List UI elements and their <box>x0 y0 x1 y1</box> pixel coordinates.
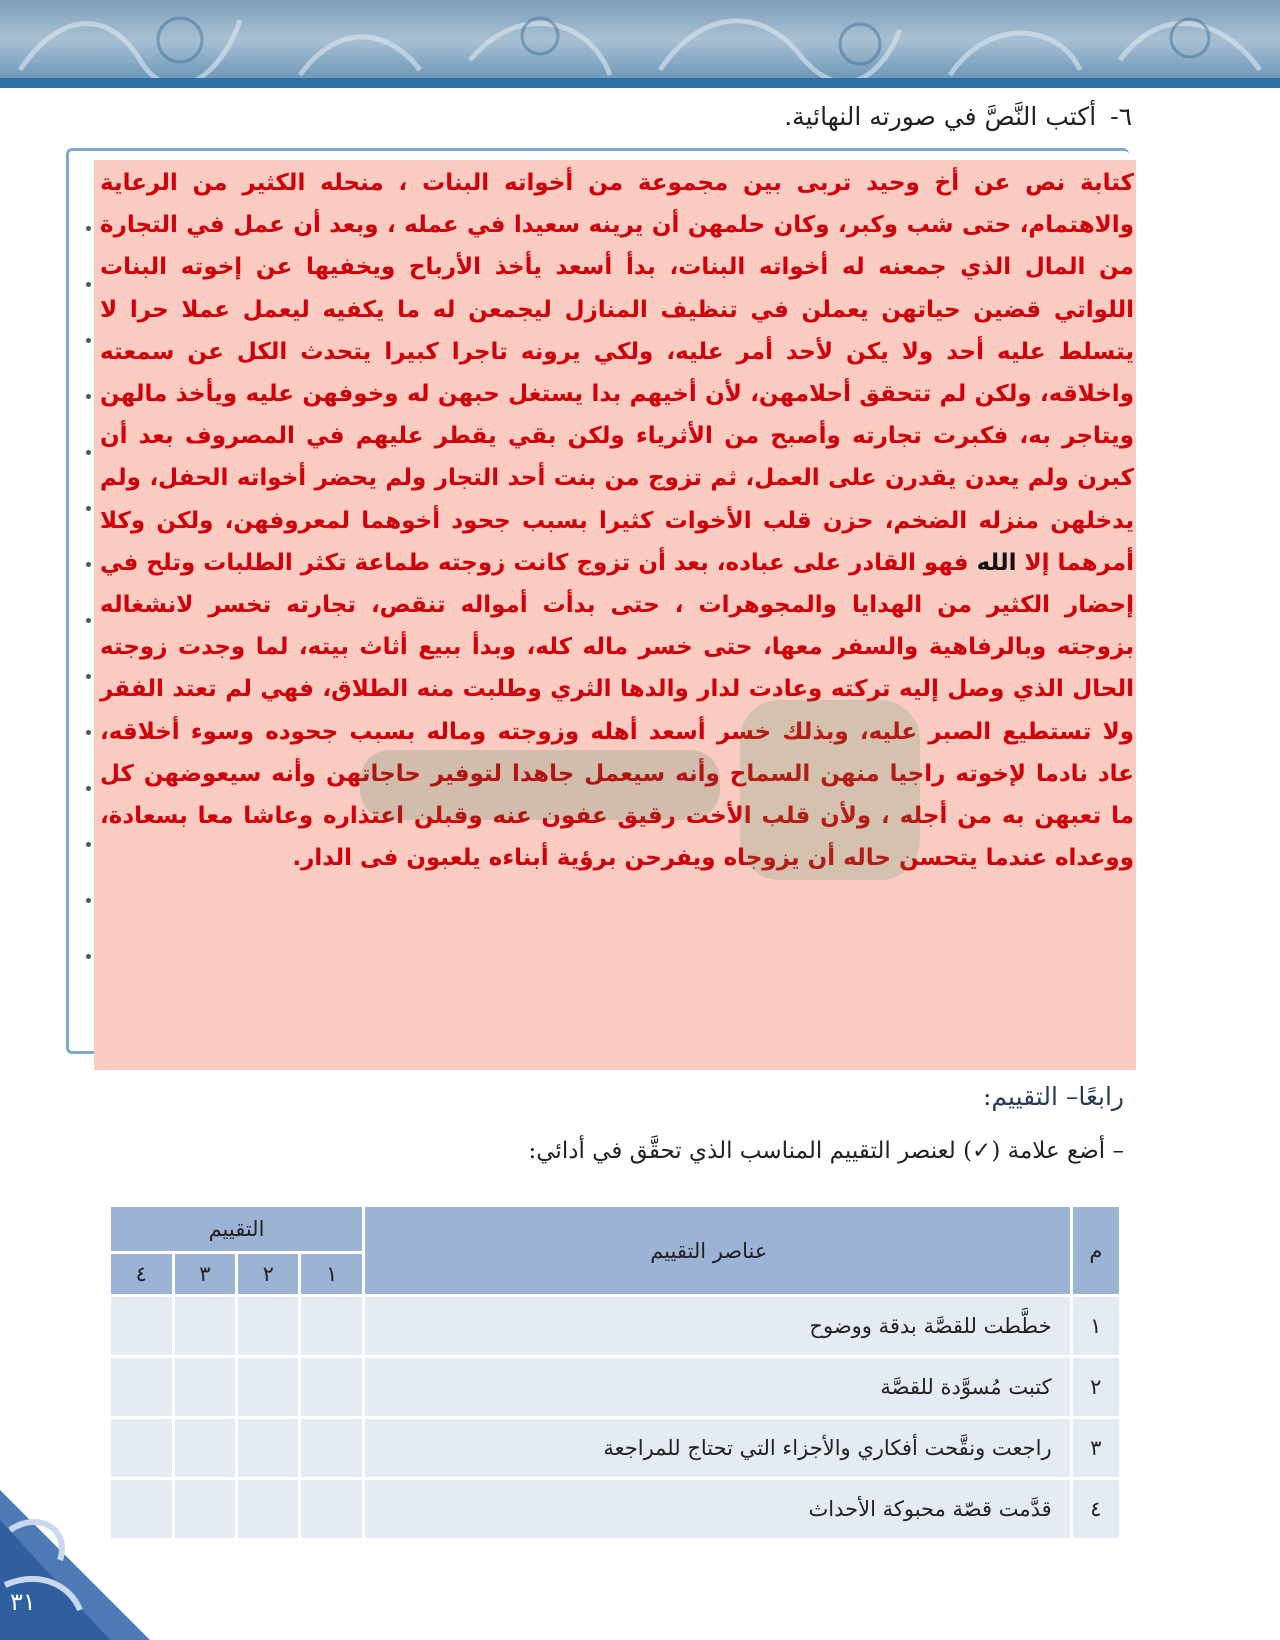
header-score-2: ٢ <box>238 1254 298 1294</box>
answer-allah-word: الله <box>976 549 1017 576</box>
row-number: ٢ <box>1073 1358 1119 1416</box>
header-stripe <box>0 78 1280 88</box>
score-cell[interactable] <box>111 1297 172 1355</box>
score-cell[interactable] <box>238 1480 298 1538</box>
score-cell[interactable] <box>238 1297 298 1355</box>
question-heading <box>784 102 1132 131</box>
header-score-4: ٤ <box>111 1254 172 1294</box>
row-number: ٣ <box>1073 1419 1119 1477</box>
answer-paragraph <box>100 162 1134 879</box>
score-cell[interactable] <box>301 1297 361 1355</box>
header-score-1: ١ <box>301 1254 361 1294</box>
header-evaluation: التقييم <box>111 1207 362 1251</box>
row-item: راجعت ونقَّحت أفكاري والأجزاء التي تحتاج للمراجعة <box>365 1419 1070 1477</box>
score-cell[interactable] <box>175 1419 235 1477</box>
score-cell[interactable] <box>175 1480 235 1538</box>
score-cell[interactable] <box>111 1358 172 1416</box>
evaluation-table <box>108 1204 1122 1541</box>
page-number: ٣١ <box>10 1588 36 1616</box>
corner-decoration <box>0 1490 160 1640</box>
row-item: خطَّطت للقصَّة بدقة ووضوح <box>365 1297 1070 1355</box>
table-row <box>111 1297 1119 1355</box>
score-cell[interactable] <box>175 1297 235 1355</box>
header-decoration <box>0 0 1280 88</box>
header-m: م <box>1073 1207 1119 1294</box>
instruction-text: – أضع علامة (✓) لعنصر التقييم المناسب الذي تحقَّق في أدائي: <box>528 1138 1124 1164</box>
score-cell[interactable] <box>301 1480 361 1538</box>
header-items: عناصر التقييم <box>365 1207 1070 1294</box>
table-row <box>111 1419 1119 1477</box>
question-text: أكتب النَّصَّ في صورته النهائية. <box>784 102 1097 131</box>
calligraphy-pattern <box>0 0 1280 88</box>
row-item: قدَّمت قصّة محبوكة الأحداث <box>365 1480 1070 1538</box>
score-cell[interactable] <box>238 1419 298 1477</box>
score-cell[interactable] <box>301 1419 361 1477</box>
question-number: ٦- <box>1110 102 1132 131</box>
table-row <box>111 1358 1119 1416</box>
table-row <box>111 1480 1119 1538</box>
score-cell[interactable] <box>175 1358 235 1416</box>
answer-text-part1: كتابة نص عن أخ وحيد تربى بين مجموعة من أخواته البنات ، منحله الكثير من الرعاية والاهتمام، حتى شب وكبر، وكان حلمهن أن يرينه سعيدا في عمله ، وبعد أن عمل في التجارة من المال الذي جمعنه له أخواته البنات، بدأ أسعد يأخذ الأرباح ويخفيها عن إخوته البنات اللواتي قضين حياتهن يعملن في تنظيف المنازل ليجمعن له ما يكفيه ليعمل عملا حرا لا يتسلط عليه أحد ولا يكن لأحد أمر عليه، ولكي يرونه تاجرا كبيرا يتحدث الكل عن سمعته واخلاقه، ولكن لم تتحقق أحلامهن، لأن أخيهم بدا يستغل حبهن له وخوفهن عليه ويأخذ مالهن ويتاجر به، فكبرت تجارته وأصبح من الأثرياء ولكن بقي يقطر عليهم في المصروف بعد أن كبرن ولم يعدن يقدرن على العمل، ثم تزوج من بنت أحد التجار ولم يحضر أخواته الحفل، ولم يدخلهن منزله الضخم، حزن قلب الأخوات كثيرا بسبب جحود أخوهما لمعروفهن، ولكن وكلا أمرهما إلا <box>100 170 1134 576</box>
score-cell[interactable] <box>111 1419 172 1477</box>
row-item: كتبت مُسوَّدة للقصَّة <box>365 1358 1070 1416</box>
score-cell[interactable] <box>301 1358 361 1416</box>
section-title: رابعًا– التقييم: <box>982 1082 1124 1111</box>
score-cell[interactable] <box>238 1358 298 1416</box>
row-number: ١ <box>1073 1297 1119 1355</box>
answer-text-part2: فهو القادر على عباده، بعد أن تزوج كانت زوجته طماعة تكثر الطلبات وتلح في إحضار الكثير من الهدايا والمجوهرات ، حتى بدأت أمواله تنقص، تجارته تخسر لانشغاله بزوجته وبالرفاهية والسفر معها، حتى خسر ماله كله، وبدأ ببيع أثاث بيته، لما وجدت زوجته الحال الذي وصل إليه تركته وعادت لدار والدها الثري وطلبت منه الطلاق، فهي لم تعتد الفقر ولا تستطيع الصبر عليه، وبذلك خسر أسعد أهله وزوجته وماله بسبب جحوده وسوء أخلاقه، عاد نادما لإخوته راجيا منهن السماح وأنه سيعمل جاهدا لتوفير حاجاتهن وأنه سيعوضهن كل ما تعبهن به من أجله ، ولأن قلب الأخت رقيق عفون عنه وقبلن اعتذاره وعاشا معا بسعادة، ووعداه عندما يتحسن حاله أن يزوجاه ويفرحن برؤية أبناءه يلعبون فى الدار. <box>100 549 1134 872</box>
header-score-3: ٣ <box>175 1254 235 1294</box>
row-number: ٤ <box>1073 1480 1119 1538</box>
